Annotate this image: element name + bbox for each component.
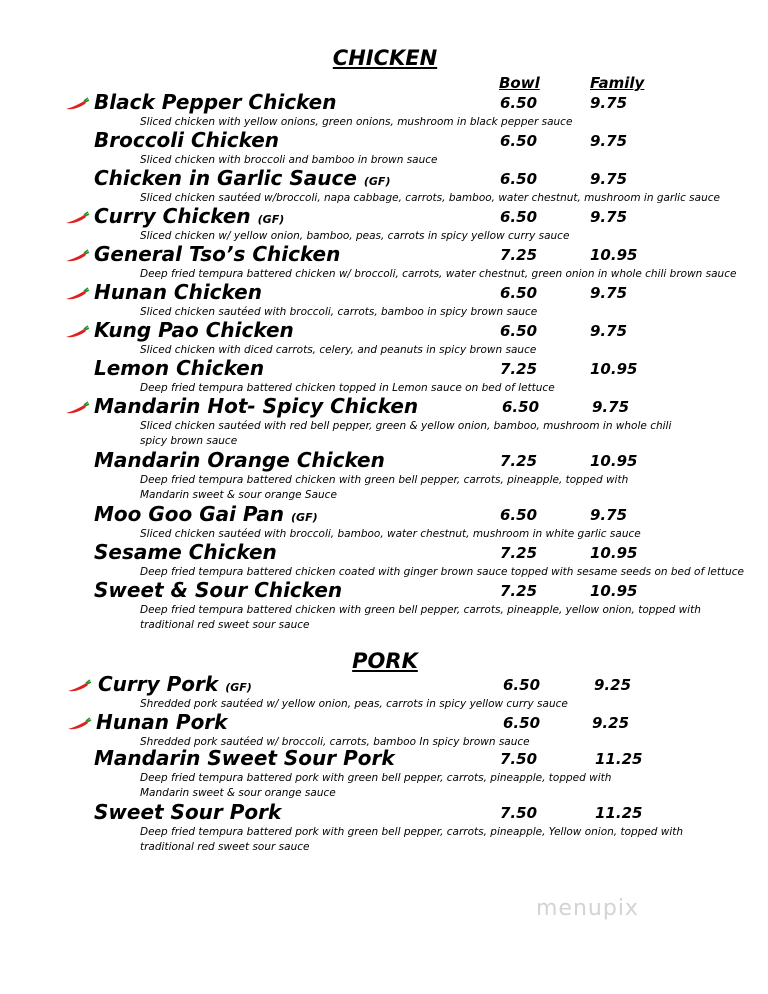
family-price: 9.75 [590, 284, 628, 302]
menu-item-description: Sliced chicken sautéed with red bell pepper, green & yellow onion, bamboo, mushroom in whole chili [140, 420, 672, 432]
bowl-price: 6.50 [502, 398, 540, 416]
menu-item-name-text: General Tso’s Chicken [94, 242, 341, 266]
family-price: 9.75 [590, 208, 628, 226]
menu-item-name [94, 128, 279, 152]
menu-item-name [94, 166, 390, 194]
menu-item-name [94, 746, 395, 770]
family-price: 9.75 [590, 132, 628, 150]
menu-item-name-text: Mandarin Orange Chicken [94, 448, 385, 472]
menu-item-description: Mandarin sweet & sour orange sauce [140, 787, 336, 799]
chili-pepper-icon [64, 400, 90, 414]
menu-item-name-text: Mandarin Sweet Sour Pork [94, 746, 395, 770]
menu-item-name [94, 540, 277, 564]
bowl-price: 6.50 [500, 322, 538, 340]
menu-item-name-text: Curry Chicken [94, 204, 251, 228]
menu-item-name [94, 204, 284, 232]
menu-item-description: Deep fried tempura battered chicken coated with ginger brown sauce topped with sesame seeds on bed of lettuce [140, 566, 744, 578]
menu-item-description: Sliced chicken with broccoli and bamboo in brown sauce [140, 154, 438, 166]
menu-item-name [94, 448, 385, 472]
family-price: 9.75 [590, 94, 628, 112]
bowl-price: 7.25 [500, 246, 538, 264]
family-price: 9.25 [592, 714, 630, 732]
menu-item-description: Sliced chicken sautéed with broccoli, carrots, bamboo in spicy brown sauce [140, 306, 538, 318]
menu-item-name-text: Lemon Chicken [94, 356, 265, 380]
bowl-price: 7.25 [500, 360, 538, 378]
menu-item-name [98, 672, 252, 700]
menu-item-description: Mandarin sweet & sour orange Sauce [140, 489, 337, 501]
menu-item-name [94, 356, 264, 380]
family-price: 11.25 [595, 750, 643, 768]
bowl-price: 7.50 [500, 804, 538, 822]
gluten-free-badge: (GF) [291, 511, 318, 524]
menu-item-name [94, 800, 281, 824]
family-price: 9.75 [590, 322, 628, 340]
bowl-column-header: Bowl [499, 74, 540, 92]
menu-item-description: Deep fried tempura battered pork with green bell pepper, carrots, pineapple, Yellow onion, topped with [140, 826, 684, 838]
menu-item-description: Deep fried tempura battered chicken topped in Lemon sauce on bed of lettuce [140, 382, 555, 394]
bowl-price: 7.25 [500, 544, 538, 562]
menu-item-description: Sliced chicken sautéed with broccoli, bamboo, water chestnut, mushroom in white garlic sauce [140, 528, 641, 540]
family-column-header: Family [590, 74, 645, 92]
menu-item-description: Deep fried tempura battered pork with green bell pepper, carrots, pineapple, topped with [140, 772, 612, 784]
family-price: 9.75 [592, 398, 630, 416]
menu-item-name [94, 280, 262, 304]
menu-item-name-text: Broccoli Chicken [94, 128, 279, 152]
chili-pepper-icon [64, 286, 90, 300]
chili-pepper-icon [64, 324, 90, 338]
menu-item-name [94, 394, 418, 418]
gluten-free-badge: (GF) [363, 175, 391, 188]
menu-item-name-text: Sweet & Sour Chicken [94, 578, 343, 602]
gluten-free-badge: (GF) [225, 681, 252, 694]
menu-item-description: Sliced chicken sautéed w/broccoli, napa cabbage, carrots, bamboo, water chestnut, mushroom in garlic sauce [140, 192, 720, 204]
menu-item-name-text: Mandarin Hot- Spicy Chicken [94, 394, 419, 418]
menu-item-name-text: Curry Pork [98, 672, 219, 696]
bowl-price: 7.25 [500, 582, 538, 600]
menu-item-description: Sliced chicken w/ yellow onion, bamboo, peas, carrots in spicy yellow curry sauce [140, 230, 570, 242]
menu-item-description: traditional red sweet sour sauce [140, 619, 310, 631]
menu-item-description: Deep fried tempura battered chicken w/ broccoli, carrots, water chestnut, green onion in whole chili brown sauce [140, 268, 737, 280]
pork-section-title: PORK [352, 649, 418, 673]
bowl-price: 6.50 [500, 170, 538, 188]
family-price: 9.75 [590, 506, 628, 524]
menu-item-name [94, 578, 342, 602]
family-price: 10.95 [590, 452, 638, 470]
bowl-price: 6.50 [503, 676, 541, 694]
bowl-price: 6.50 [500, 506, 538, 524]
family-price: 10.95 [590, 360, 638, 378]
family-price: 10.95 [590, 246, 638, 264]
menu-item-description: Shredded pork sautéed w/ broccoli, carrots, bamboo In spicy brown sauce [140, 736, 530, 748]
menu-item-description: Shredded pork sautéed w/ yellow onion, peas, carrots in spicy yellow curry sauce [140, 698, 568, 710]
menu-item-name-text: Hunan Chicken [94, 280, 262, 304]
bowl-price: 6.50 [500, 284, 538, 302]
chili-pepper-icon [66, 678, 92, 692]
family-price: 11.25 [595, 804, 643, 822]
menu-item-name-text: Hunan Pork [96, 710, 228, 734]
menu-item-name [94, 242, 340, 266]
menu-item-name-text: Moo Goo Gai Pan [94, 502, 285, 526]
chili-pepper-icon [64, 248, 90, 262]
family-price: 10.95 [590, 544, 638, 562]
chili-pepper-icon [64, 96, 90, 110]
menu-item-description: Deep fried tempura battered chicken with green bell pepper, carrots, pineapple, topped with [140, 474, 629, 486]
menu-item-name-text: Chicken in Garlic Sauce [94, 166, 357, 190]
bowl-price: 7.25 [500, 452, 538, 470]
watermark-logo: menupix [536, 896, 639, 921]
menu-item-name [96, 710, 227, 734]
menu-item-name [94, 318, 294, 342]
menu-item-description: traditional red sweet sour sauce [140, 841, 310, 853]
menu-item-name-text: Black Pepper Chicken [94, 90, 337, 114]
menu-item-name-text: Kung Pao Chicken [94, 318, 294, 342]
gluten-free-badge: (GF) [257, 213, 285, 226]
menu-item-name-text: Sweet Sour Pork [94, 800, 282, 824]
bowl-price: 7.50 [500, 750, 538, 768]
chili-pepper-icon [64, 210, 90, 224]
bowl-price: 6.50 [500, 94, 538, 112]
menu-item-description: Sliced chicken with yellow onions, green onions, mushroom in black pepper sauce [140, 116, 573, 128]
bowl-price: 6.50 [500, 132, 538, 150]
menu-item-description: Deep fried tempura battered chicken with green bell pepper, carrots, pineapple, yellow onion, topped with [140, 604, 701, 616]
chili-pepper-icon [66, 716, 92, 730]
menu-item-description: spicy brown sauce [140, 435, 238, 447]
family-price: 10.95 [590, 582, 638, 600]
menu-item-name [94, 502, 318, 530]
menu-item-description: Sliced chicken with diced carrots, celery, and peanuts in spicy brown sauce [140, 344, 537, 356]
family-price: 9.75 [590, 170, 628, 188]
bowl-price: 6.50 [503, 714, 541, 732]
menu-item-name [94, 90, 336, 114]
chicken-section-title: CHICKEN [332, 46, 438, 70]
bowl-price: 6.50 [500, 208, 538, 226]
family-price: 9.25 [594, 676, 632, 694]
menu-item-name-text: Sesame Chicken [94, 540, 277, 564]
